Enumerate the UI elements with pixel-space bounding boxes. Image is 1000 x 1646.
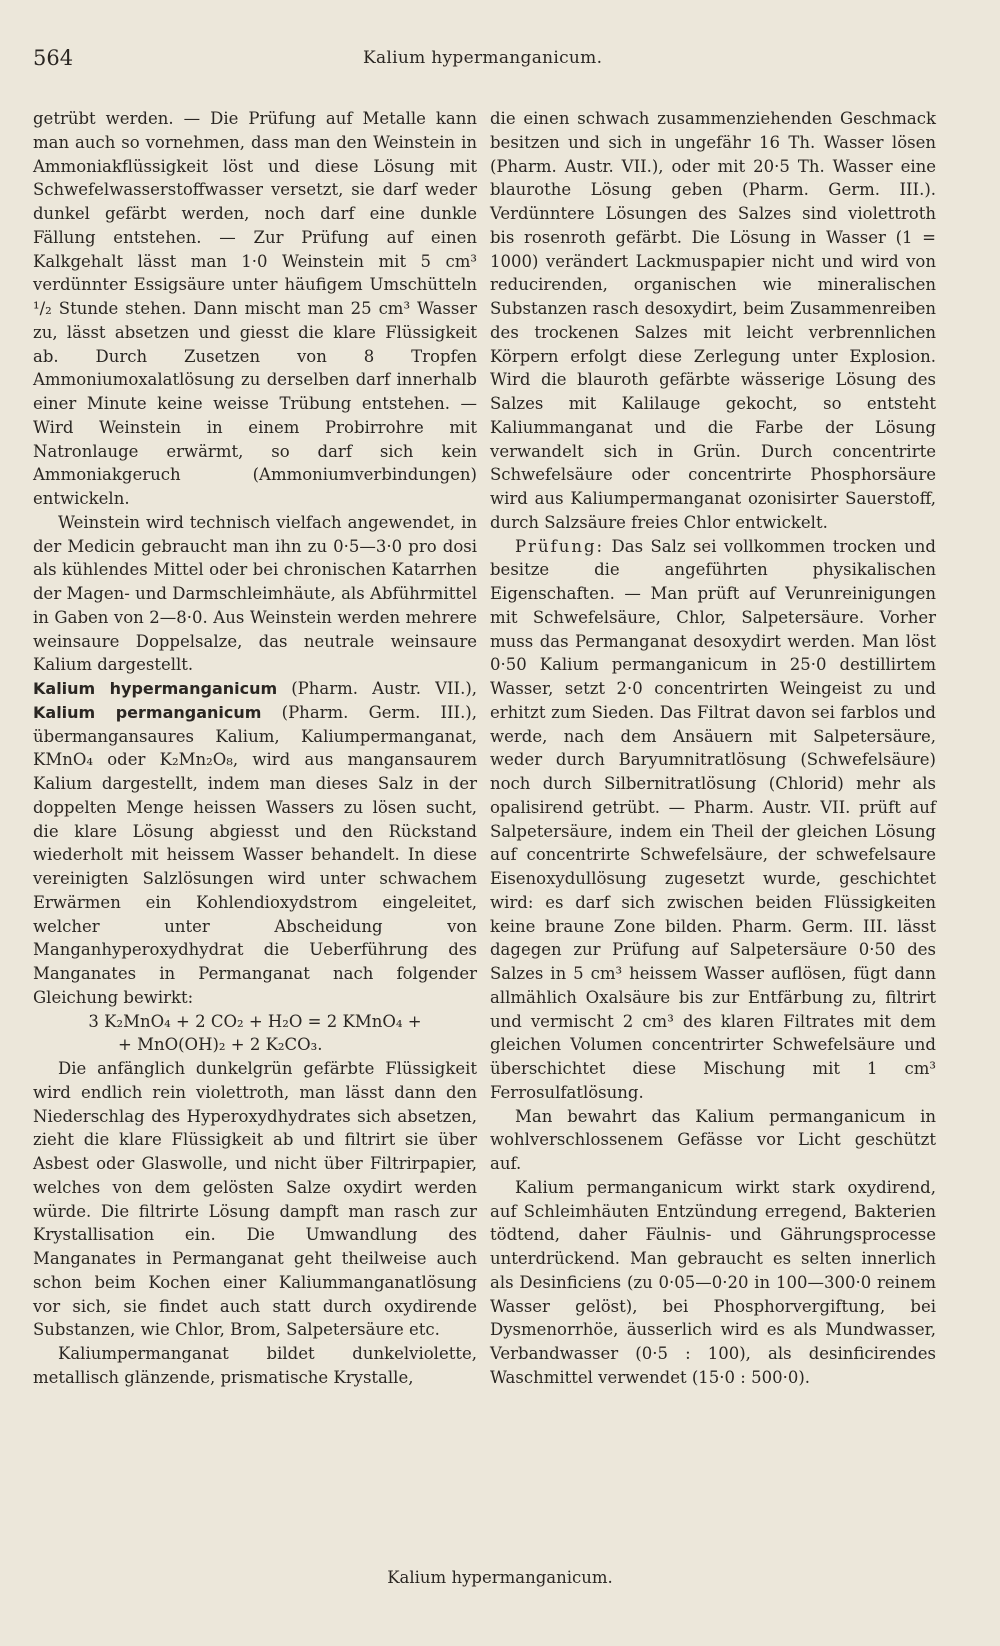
figure-caption: Kalium hypermanganicum. xyxy=(387,1568,613,1587)
paragraph-darstellung: Die anfänglich dunkelgrün gefärbte Flüssigkeit wird endlich rein violettroth, man lässt dann den Niederschlag des Hyperoxydhydrates sich absetzen, zieht die klare Flüssigkeit ab und filtrirt sie über Asbest oder Glaswolle, und nicht über Filtrirpapier, welches von dem gelösten Salze oxydirt werden würde. Die filtrirte Lösung dampft man rasch zur Krystallisation ein. Die Umwandlung des Manganates in Permanganat geht theilweise auch schon beim Kochen einer Kaliummanganatlösung vor sich, sie findet auch statt durch oxydirende Substanzen, wie Chlor, Brom, Salpetersäure etc. xyxy=(33,1059,477,1340)
paragraph-eigenschaften-start: Kaliumpermanganat bildet dunkelviolette, metallisch glänzende, prismatische Krystalle, xyxy=(33,1344,477,1387)
pruefung-lead: Prüfung: xyxy=(515,536,605,556)
paragraph-pruefung xyxy=(490,535,936,1105)
entry-heading-synonym: Kalium permanganicum xyxy=(33,702,262,722)
entry-pharm-ref: (Pharm. Austr. VII.), xyxy=(277,679,477,698)
chemical-equation-line-2: + MnO(OH)₂ + 2 K₂CO₃. xyxy=(118,1035,323,1055)
right-column xyxy=(490,107,936,1390)
paragraph-weinstein-pruefung: getrübt werden. — Die Prüfung auf Metalle kann man auch so vornehmen, dass man den Weinstein in Ammoniakflüssigkeit löst und diese Lösung mit Schwefelwasserstoffwasser versetzt, sie darf weder dunkel gefärbt werden, noch darf eine dunkle Fällung entstehen. — Zur Prüfung auf einen Kalkgehalt lässt man 1·0 Weinstein mit 5 cm³ verdünnter Essigsäure unter häufigem Umschütteln ¹/₂ Stunde stehen. Dann mischt man 25 cm³ Wasser zu, lässt absetzen und giesst die klare Flüssigkeit ab. Durch Zusetzen von 8 Tropfen Ammoniumoxalatlösung zu derselben darf innerhalb einer Minute keine weisse Trübung entstehen. — Wird Weinstein in einem Probirrohre mit Natronlauge erwärmt, so darf sich kein Ammoniakgeruch (Ammoniumverbindungen) entwickeln. xyxy=(33,109,477,508)
running-head: Kalium hypermanganicum. xyxy=(363,48,603,68)
page-header xyxy=(33,46,967,76)
entry-body: (Pharm. Germ. III.), übermangansaures Kalium, Kaliumpermanganat, KMnO₄ oder K₂Mn₂O₈, wird aus mangansaurem Kalium dargestellt, indem man dieses Salz in der doppelten Menge heissen Wassers zu lösen sucht, die klare Lösung abgiesst und den Rückstand wiederholt mit heissem Wasser behandelt. In diese vereinigten Salzlösungen wird unter schwachem Erwärmen ein Kohlendioxydstrom eingeleitet, welcher unter Abscheidung von Manganhyperoxydhydrat die Ueberführung des Manganates in Permanganat nach folgender Gleichung bewirkt: xyxy=(33,702,477,1007)
left-column xyxy=(33,107,477,1390)
paragraph-kalium-hypermanganicum xyxy=(33,677,477,1010)
paragraph-eigenschaften: die einen schwach zusammenziehenden Geschmack besitzen und sich in ungefähr 16 Th. Wasser lösen (Pharm. Austr. VII.), oder mit 20·5 Th. Wasser eine blaurothe Lösung geben (Pharm. Germ. III.). Verdünntere Lösungen des Salzes sind violettroth bis rosenroth gefärbt. Die Lösung in Wasser (1 = 1000) verändert Lackmuspapier nicht und wird von reducirenden, organischen wie mineralischen Substanzen rasch desoxydirt, beim Zusammenreiben des trockenen Salzes mit leicht verbrennlichen Körpern erfolgt diese Zerlegung unter Explosion. Wird die blauroth gefärbte wässerige Lösung des Salzes mit Kalilauge gekocht, so entsteht Kaliummanganat und die Farbe der Lösung verwandelt sich in Grün. Durch concentrirte Schwefelsäure oder concentrirte Phosphorsäure wird aus Kaliumpermanganat ozonisirter Sauerstoff, durch Salzsäure freies Chlor entwickelt. xyxy=(490,109,936,532)
paragraph-wirkung: Kalium permanganicum wirkt stark oxydirend, auf Schleimhäuten Entzündung erregend, Bakterien tödtend, daher Fäulnis- und Gährungsprocesse unterdrückend. Man gebraucht es selten innerlich als Desinficiens (zu 0·05—0·20 in 100—300·0 reinem Wasser gelöst), bei Phosphorvergiftung, bei Dysmenorrhöe, äusserlich wird es als Mundwasser, Verbandwasser (0·5 : 100), als desinficirendes Waschmittel verwendet (15·0 : 500·0). xyxy=(490,1177,936,1387)
paragraph-weinstein-anwendung: Weinstein wird technisch vielfach angewendet, in der Medicin gebraucht man ihn zu 0·5—3·0 pro dosi als kühlendes Mittel oder bei chronischen Katarrhen der Magen- und Darmschleimhäute, als Abführmittel in Gaben von 2—8·0. Aus Weinstein werden mehrere weinsaure Doppelsalze, das neutrale weinsaure Kalium dargestellt. xyxy=(33,512,477,675)
page-number: 564 xyxy=(33,46,74,70)
entry-heading: Kalium hypermanganicum xyxy=(33,679,278,698)
chemical-equation-line-1: 3 K₂MnO₄ + 2 CO₂ + H₂O = 2 KMnO₄ + xyxy=(88,1011,422,1031)
paragraph-aufbewahrung: Man bewahrt das Kalium permanganicum in wohlverschlossenem Gefässe vor Licht geschützt auf. xyxy=(490,1106,936,1173)
pruefung-body: Das Salz sei vollkommen trocken und besitze die angeführten physikalischen Eigenschaften. — Man prüft auf Verunreinigungen mit Schwefelsäure, Chlor, Salpetersäure. Vorher muss das Permanganat desoxydirt werden. Man löst 0·50 Kalium permanganicum in 25·0 destillirtem Wasser, setzt 2·0 concentrirten Weingeist zu und erhitzt zum Sieden. Das Filtrat davon sei farblos und werde, nach dem Ansäuern mit Salpetersäure, weder durch Baryumnitratlösung (Schwefelsäure) noch durch Silbernitratlösung (Chlorid) mehr als opalisirend getrübt. — Pharm. Austr. VII. prüft auf Salpetersäure, indem ein Theil der gleichen Lösung auf concentrirte Schwefelsäure, der schwefelsaure Eisenoxydullösung zugesetzt wurde, geschichtet wird: es darf sich zwischen beiden Flüssigkeiten keine braune Zone bilden. Pharm. Germ. III. lässt dagegen zur Prüfung auf Salpetersäure 0·50 des Salzes in 5 cm³ heissem Wasser auflösen, fügt dann allmählich Oxalsäure bis zur Entfärbung zu, filtrirt und vermischt 2 cm³ des klaren Filtrates mit dem gleichen Volumen concentrirter Schwefelsäure und überschichtet diese Mischung mit 1 cm³ Ferrosulfatlösung. xyxy=(490,536,936,1102)
